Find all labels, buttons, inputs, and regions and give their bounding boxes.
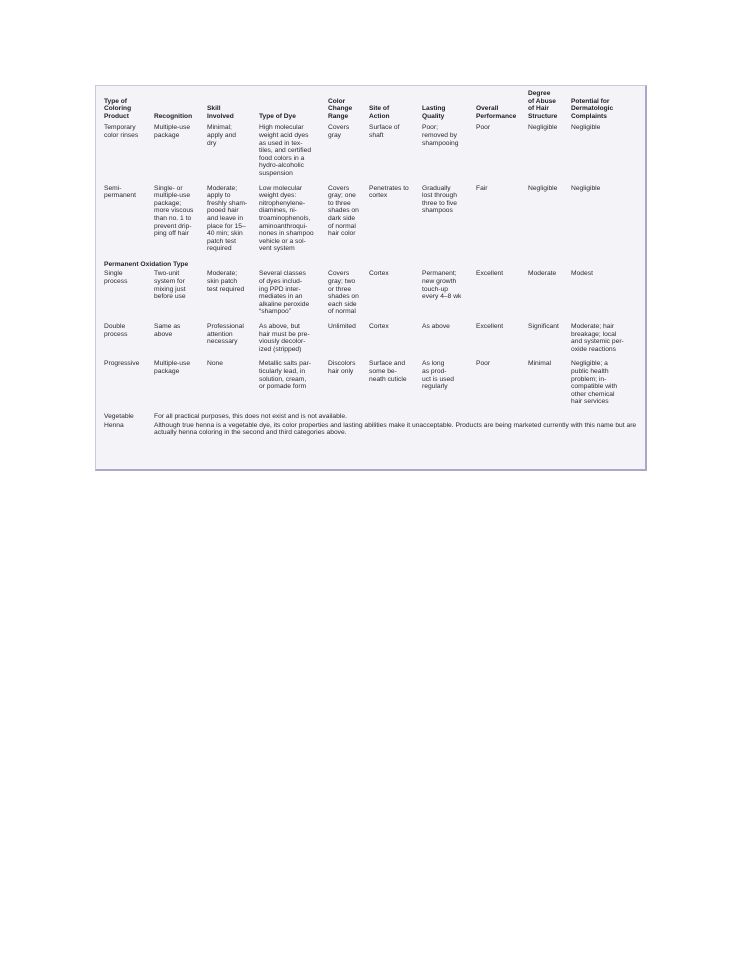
table-cell: Permanent; new growth touch-up every 4–8 wk <box>422 270 462 301</box>
table-cell: High molecular weight acid dyes as used in tex- tiles, and certified food colors in a hydro-alcoholic suspension <box>259 124 312 177</box>
table-cell: Metallic salts par- ticularly lead, in solution, cream, or pomade form <box>259 360 312 391</box>
table-cell: Surface of shaft <box>369 124 400 139</box>
table-cell: Gradually lost through three to five shampoos <box>422 184 457 215</box>
table-cell: As above <box>422 323 450 331</box>
table-cell: None <box>207 360 223 368</box>
table-cell: Poor; removed by shampooing <box>422 124 459 147</box>
table-cell: Same as above <box>154 323 181 338</box>
vegetable-text: For all practical purposes, this does not exist and is not available. <box>154 412 347 420</box>
table-cell: Moderate; skin patch test required <box>207 270 245 293</box>
col-header-site: Site of Action <box>369 105 390 120</box>
table-cell: Excellent <box>476 270 504 278</box>
table-cell: Several classes of dyes includ- ing PPD inter- mediates in an alkaline peroxide “shampoo” <box>259 270 310 316</box>
col-header-lasting: Lasting Quality <box>422 105 446 120</box>
table-cell: Multiple-use package <box>154 124 191 139</box>
section-row <box>104 260 640 271</box>
hair-coloring-table <box>104 90 640 438</box>
table-cell: Unlimited <box>328 323 356 331</box>
col-header-recognition: Recognition <box>154 112 193 120</box>
table-cell: Poor <box>476 360 491 368</box>
table-cell: Excellent <box>476 323 504 331</box>
vegetable-row <box>104 413 640 422</box>
henna-label: Henna <box>104 421 124 429</box>
table-cell: Minimal; apply and dry <box>207 124 237 147</box>
col-header-performance: Overall Performance <box>476 105 517 120</box>
table-cell: As above, but hair must be pre- viously decolor- ized (stripped) <box>259 323 310 353</box>
table-cell: Single process <box>104 270 128 286</box>
table-cell: Minimal <box>528 360 552 368</box>
table-cell: Multiple-use package <box>154 360 191 375</box>
table-cell: Cortex <box>369 323 389 331</box>
table-cell: Cortex <box>369 270 389 278</box>
table-cell: Temporary color rinses <box>104 124 139 139</box>
table-row <box>104 323 640 360</box>
table-row <box>104 270 640 323</box>
table-cell: Double process <box>104 323 128 338</box>
henna-row <box>104 422 640 438</box>
col-header-abuse: Degree of Abuse of Hair Structure <box>528 90 558 120</box>
table-header-row <box>104 90 640 124</box>
table-cell: Two-unit system for mixing just before use <box>154 270 186 301</box>
table-cell: Negligible <box>571 184 601 192</box>
table-cell: Modest <box>571 270 593 278</box>
table-row <box>104 185 640 260</box>
table-row <box>104 124 640 184</box>
table-cell: Penetrates to cortex <box>369 184 409 200</box>
table-cell: As long as prod- uct is used regularly <box>422 360 454 391</box>
table-cell: Single- or multiple-use package; more viscous than no. 1 to prevent drip- ping off hair <box>154 184 194 238</box>
table-cell: Surface and some be- neath cuticle <box>369 360 407 383</box>
hair-coloring-table-panel <box>95 85 647 471</box>
table-cell: Covers gray; two or three shades on each side of normal <box>328 270 359 316</box>
table-cell: Covers gray <box>328 124 350 139</box>
table-cell: Poor <box>476 124 491 132</box>
table-cell: Professional attention necessary <box>207 323 244 346</box>
section-label: Permanent Oxidation Type <box>104 260 189 268</box>
table-cell: Negligible <box>571 124 601 132</box>
table-cell: Progressive <box>104 360 140 368</box>
table-cell: Significant <box>528 323 559 331</box>
table-cell: Negligible; a public health problem; in- compatible with other chemical hair services <box>571 360 618 406</box>
table-cell: Discolors hair only <box>328 360 356 375</box>
col-header-color-change: Color Change Range <box>328 97 353 120</box>
table-cell: Moderate; hair breakage; local and systemic per- oxide reactions <box>571 323 624 353</box>
table-cell: Covers gray; one to three shades on dark side of normal hair color <box>328 184 359 238</box>
table-cell: Moderate; apply to freshly sham- pooed hair and leave in place for 15– 40 min; skin patch test required <box>207 184 248 253</box>
table-cell: Negligible <box>528 124 558 132</box>
table-cell: Moderate <box>528 270 557 278</box>
henna-text: Although true henna is a vegetable dye, its color properties and lasting abilities make it unacceptable. Products are being marketed currently with this name but are actually henna coloring in the second and third categories above. <box>154 421 637 437</box>
col-header-type: Type of Coloring Product <box>104 97 132 120</box>
table-cell: Semi- permanent <box>104 184 136 200</box>
col-header-skill: Skill Involved <box>207 105 234 120</box>
table-row <box>104 360 640 413</box>
table-cell: Negligible <box>528 184 558 192</box>
table-cell: Low molecular weight dyes: nitrophenylene- diamines, ni- troaminophenols, aminoanthroqui- nones in shampoo vehicle or a sol- vent system <box>259 184 314 253</box>
table-cell: Fair <box>476 184 488 192</box>
col-header-dye: Type of Dye <box>259 112 296 120</box>
col-header-complaints: Potential for Dermatologic Complaints <box>571 97 614 120</box>
vegetable-label: Vegetable <box>104 412 134 420</box>
